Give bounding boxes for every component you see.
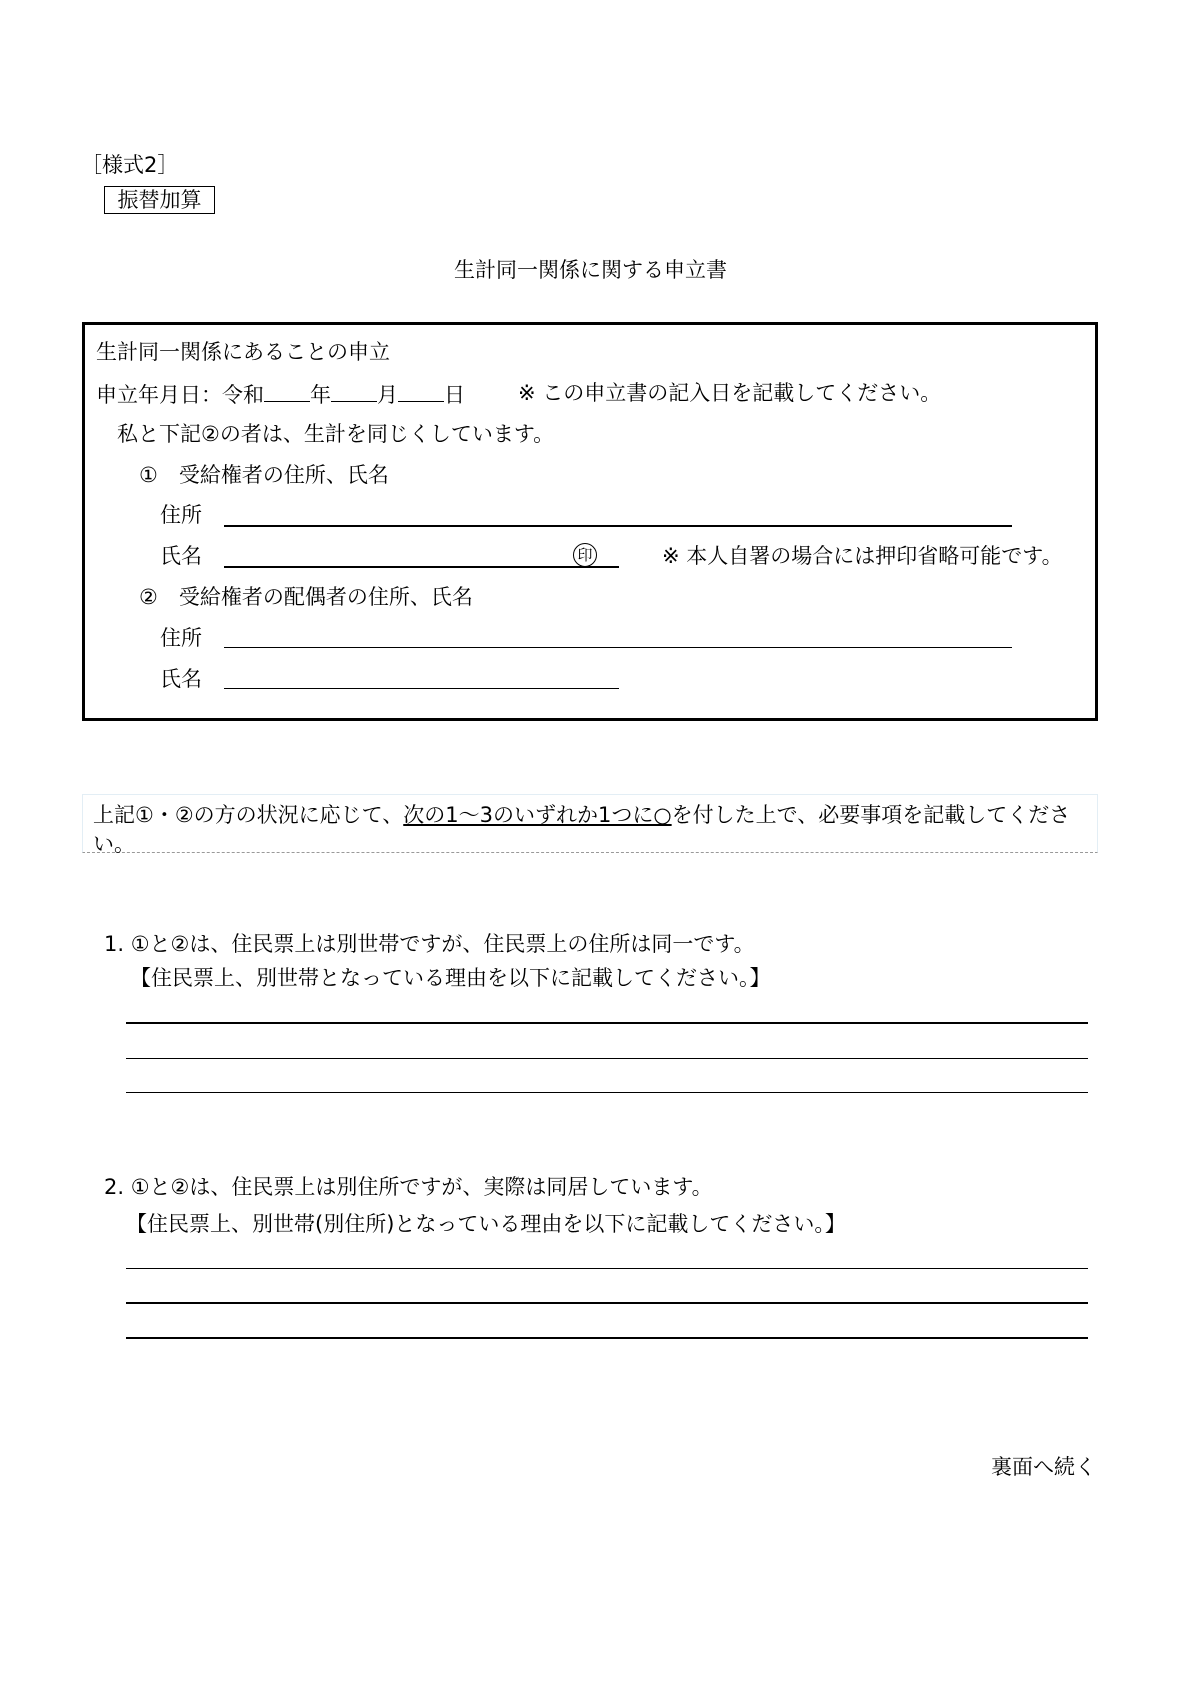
seal-mark [573, 543, 597, 567]
date-row [96, 383, 465, 406]
form-label: ［様式2］ [81, 153, 179, 177]
month-field[interactable] [331, 383, 377, 402]
date-label: 申立年月日：令和 [96, 383, 264, 407]
instruction-emphasis: 次の1～3のいずれか1つに○ [403, 803, 672, 827]
day-label: 日 [444, 383, 465, 407]
person1-name-label: 氏名 [160, 544, 202, 568]
seal-icon: 印 [573, 543, 597, 567]
year-field[interactable] [264, 383, 310, 402]
option-1[interactable]: 1. ①と②は、住民票上は別世帯ですが、住民票上の住所は同一です。 [104, 932, 755, 956]
person1-address-label: 住所 [160, 503, 202, 527]
option-1-line[interactable] [126, 1092, 1088, 1093]
person1-name-field[interactable] [224, 566, 619, 568]
option-2-line[interactable] [126, 1337, 1088, 1339]
year-label: 年 [310, 383, 331, 407]
person1-heading: ① 受給権者の住所、氏名 [139, 463, 389, 487]
person1-address-field[interactable] [224, 525, 1012, 527]
declaration-heading: 生計同一関係にあることの申立 [96, 340, 390, 364]
person2-address-label: 住所 [160, 626, 202, 650]
page-title: 生計同一関係に関する申立書 [454, 258, 727, 282]
instruction-text-end: を付した上で、必要事項を記載してください。 [93, 803, 1071, 856]
option-2-line[interactable] [126, 1302, 1088, 1304]
option-2[interactable]: 2. ①と②は、住民票上は別住所ですが、実際は同居しています。 [104, 1175, 713, 1199]
option-1-line[interactable] [126, 1058, 1088, 1059]
instruction-text: 上記①・②の方の状況に応じて、 [93, 803, 404, 827]
continue-note: 裏面へ続く [991, 1455, 1096, 1479]
option-2-line[interactable] [126, 1268, 1088, 1269]
date-note: ※ この申立書の記入日を記載してください。 [518, 381, 942, 405]
option-2-prompt: 【住民票上、別世帯(別住所)となっている理由を以下に記載してください。】 [126, 1212, 846, 1236]
category-tag: 振替加算 [104, 186, 215, 214]
statement: 私と下記②の者は、生計を同じくしています。 [117, 422, 555, 446]
person2-name-label: 氏名 [160, 667, 202, 691]
day-field[interactable] [398, 383, 444, 402]
seal-note: ※ 本人自署の場合には押印省略可能です。 [662, 544, 1063, 568]
person2-address-field[interactable] [224, 647, 1012, 648]
person2-heading: ② 受給権者の配偶者の住所、氏名 [139, 585, 473, 609]
person2-name-field[interactable] [224, 688, 619, 689]
option-1-line[interactable] [126, 1022, 1088, 1024]
option-1-prompt: 【住民票上、別世帯となっている理由を以下に記載してください。】 [130, 966, 771, 990]
instruction-box [82, 794, 1098, 856]
month-label: 月 [377, 383, 398, 407]
